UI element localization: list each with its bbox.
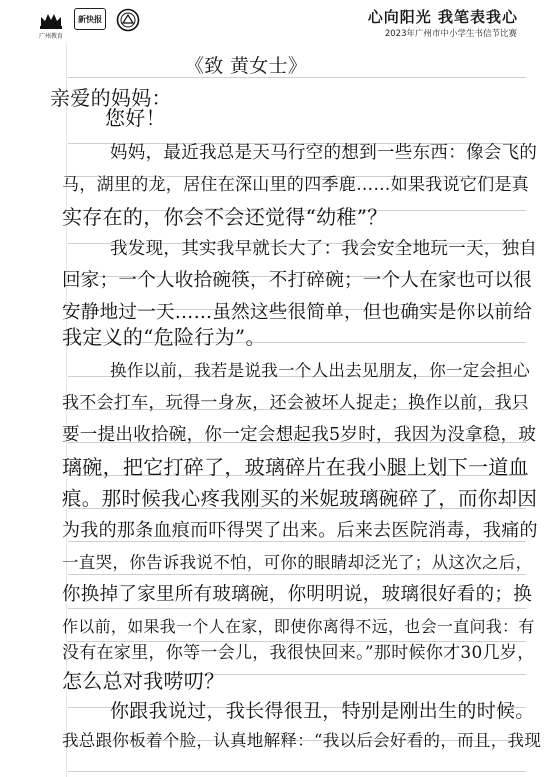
guangzhou-education-logo — [38, 8, 64, 40]
letter-line: 我不会打车，玩得一身灰，还会被坏人捉走；换作以前，我只 — [62, 393, 530, 413]
letter-line: 马，湖里的龙，居住在深山里的四季鹿……如果我说它们是真 — [62, 175, 530, 195]
letter-line: 换作以前，我若是说我一个人出去见朋友，你一定会担心 — [110, 361, 530, 380]
letter-line: 为我的那条血痕而吓得哭了出来。后来去医院消毒，我痛的 — [62, 520, 538, 541]
letter-line: 要一提出收拾碗，你一定会想起我5岁时，我因为没拿稳，玻 — [62, 425, 537, 445]
newspaper-badge: 新快报 — [74, 8, 106, 30]
contest-slogan: 心向阳光 我笔表我心 — [367, 8, 518, 26]
letter-line: 我定义的“危险行为”。 — [62, 325, 266, 349]
letter-salutation: 亲爱的妈妈： — [50, 86, 172, 110]
contest-subtitle: 2023年广州市中小学生书信节比赛 — [384, 29, 517, 39]
letter-line: 安静地过一天……虽然这些很简单，但也确实是你以前给 — [62, 302, 533, 323]
xinkuaibao-logo — [74, 8, 106, 30]
letter-line: 我发现，其实我早就长大了：我会安全地玩一天，独自 — [110, 239, 538, 259]
letter-line: 我总跟你板着个脸，认真地解释：“我以后会好看的，而且，我现 — [62, 731, 542, 750]
emblem-icon — [116, 8, 140, 32]
letter-line: 实存在的，你会不会还觉得“幼稚”？ — [62, 205, 388, 229]
letter-line: 妈妈，最近我总是天马行空的想到一些东西：像会飞的 — [110, 143, 538, 163]
ruled-line — [68, 608, 526, 609]
letter-line: 痕。那时候我心疼我刚买的米妮玻璃碗碎了，而你却因 — [62, 487, 538, 510]
school-emblem-logo — [116, 8, 140, 32]
letter-line: 怎么总对我唠叨？ — [62, 669, 225, 693]
logo-caption: 广州教育 — [38, 33, 63, 40]
letter-line: 一直哭，你告诉我说不怕，可你的眼睛却泛光了；从这次之后， — [62, 553, 533, 572]
letter-line: 璃碗，把它打碎了，玻璃碎片在我小腿上划下一道血 — [62, 455, 529, 479]
letter-line: 你跟我说过，我长得很丑，特别是刚出生的时候。 — [110, 700, 535, 722]
letter-line: 回家；一个人收拾碗筷，不打碎碗；一个人在家也可以很 — [62, 270, 533, 291]
page-header — [0, 0, 550, 45]
sponsor-logos — [38, 8, 140, 40]
letter-greeting: 您好！ — [105, 106, 166, 130]
letter-line: 你换掉了家里所有玻璃碗，你明明说，玻璃很好看的；换 — [62, 584, 533, 605]
letter-title: 《致 黄女士》 — [185, 55, 308, 77]
crown-book-icon — [38, 8, 64, 30]
letter-line: 作以前，如果我一个人在家，即使你离得不远，也会一直问我：有 — [62, 617, 535, 636]
letter-line: 没有在家里，你等一会儿，我很快回来。”那时候你才30几岁， — [62, 643, 535, 663]
ruled-line — [68, 771, 526, 772]
